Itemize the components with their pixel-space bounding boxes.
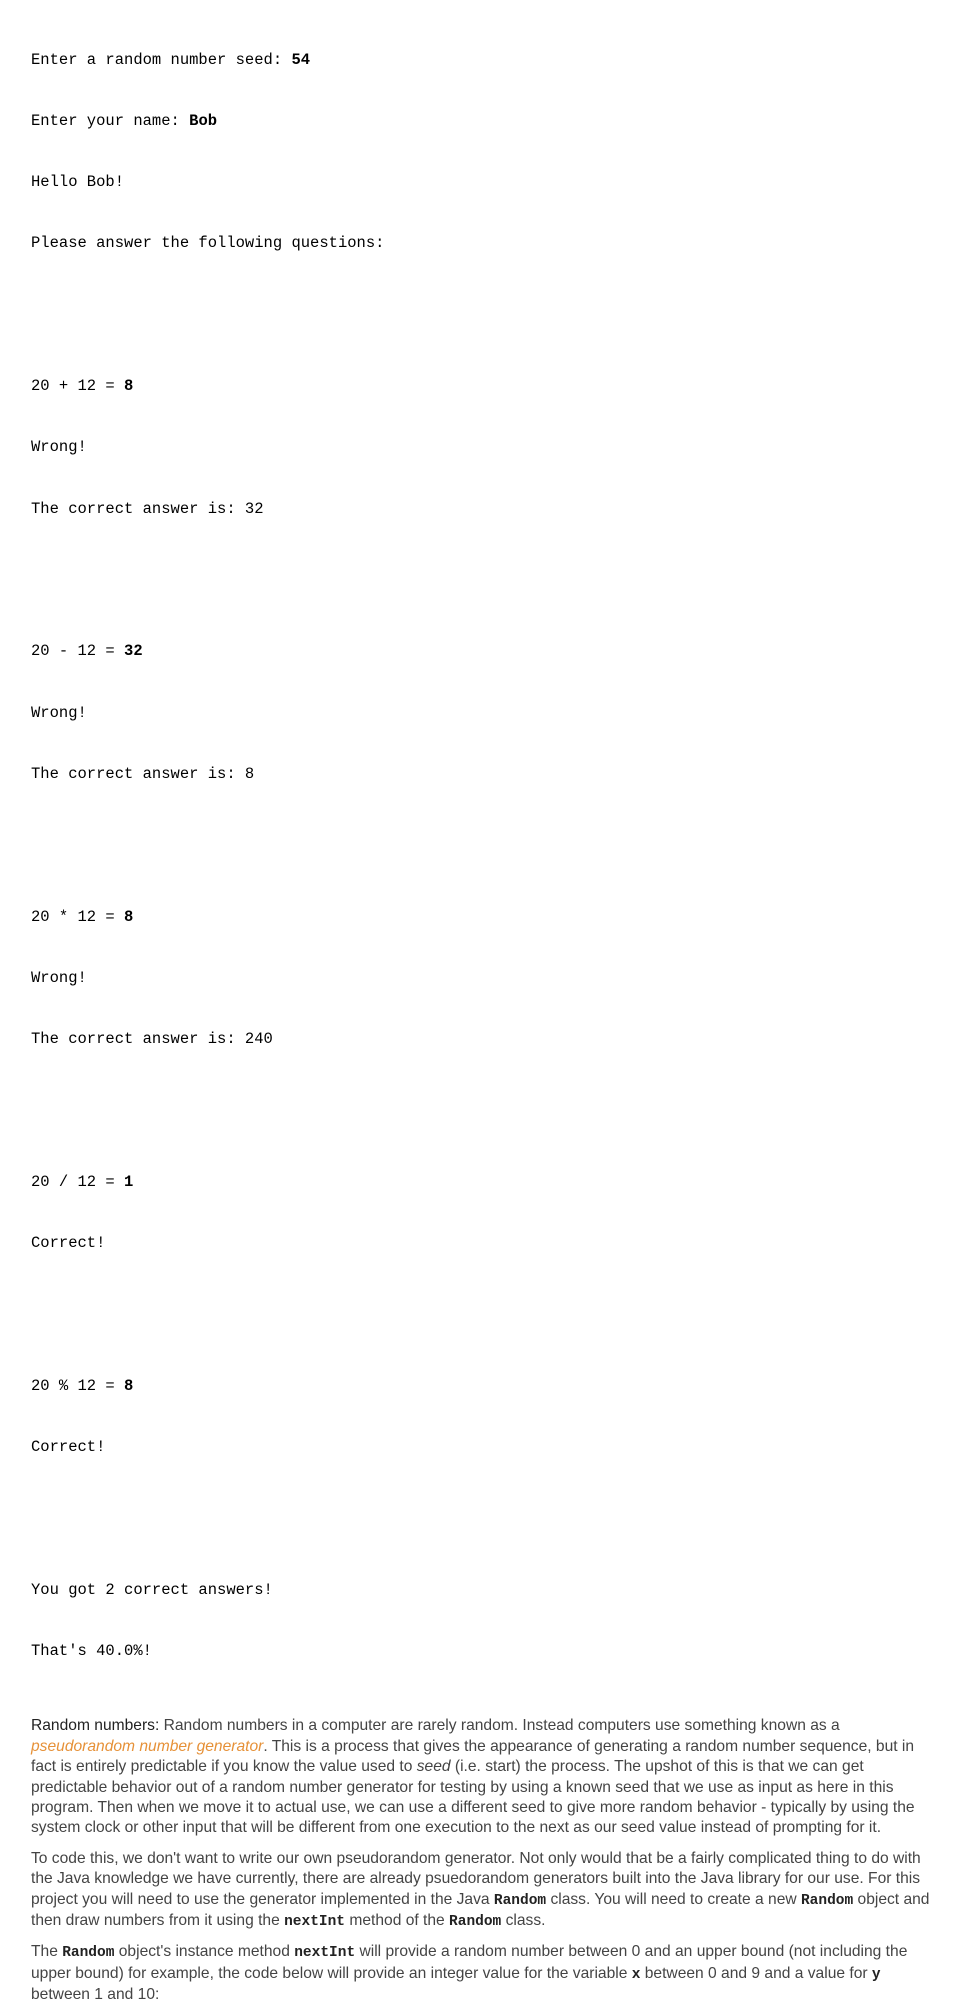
correction-line: The correct answer is: 8 [31,764,255,783]
text-run: class. You will need to create a new [546,1890,801,1908]
user-answer: 1 [124,1172,134,1191]
text-run: will provide a random number between 0 and an upper bound (not including the upper bound) for example, the code below will provide an integer value for the variable [31,1943,908,1982]
name-input-value: Bob [189,112,218,131]
seed-input-value: 54 [291,50,311,69]
text-run: The [31,1943,63,1961]
emphasis-seed: seed [416,1758,451,1776]
user-answer: 8 [124,1376,134,1395]
code-random: Random [493,1892,547,1909]
code-nextint: nextInt [284,1913,346,1930]
result-line: Wrong! [31,703,87,722]
console-line-seed [31,50,936,70]
text-run: To code this, we don't want to write our own pseudorandom generator. Not only would that be a fairly complicated thing to do with the Java knowledge we have currently, there are already psuedorandom generators built into the Java library for our use. For this project you will need to use the generator implemented in the Java [31,1849,921,1908]
question-text: 20 + 12 = [31,377,125,396]
paragraph-java-random [31,1849,936,1933]
blank-line [31,295,936,315]
code-random: Random [62,1945,115,1962]
question-text: 20 % 12 = [31,1376,125,1395]
question-line [31,1376,936,1396]
text-run: method of the [345,1911,450,1929]
greeting-line: Hello Bob! [31,173,125,192]
result-line: Correct! [31,1234,106,1253]
blank-line [31,1498,936,1518]
blank-line [31,560,936,580]
code-random: Random [449,1913,502,1930]
correction-line: The correct answer is: 32 [31,499,264,518]
code-y: y [871,1966,881,1983]
question-line [31,376,936,396]
explanation-text [31,1716,936,2005]
question-line [31,907,936,927]
blank-line [31,1090,936,1110]
code-x: x [631,1966,641,1983]
blank-line [31,1294,936,1314]
question-text: 20 - 12 = [31,642,125,661]
text-run: (i.e. start) the process. The upshot of this is that we can get predictable behavior out of a random number generator for testing by using a known seed that we use as input as here in this program. Then when we move it to actual use, we can use a different seed to give more random behavior - typically by using the system clock or other input that will be different from one execution to the next as our seed value instead of prompting for it. [31,1758,915,1837]
question-text: 20 * 12 = [31,907,125,926]
instructions-line: Please answer the following questions: [31,234,385,253]
text-run: Random numbers in a computer are rarely random. Instead computers use something known as a [159,1717,840,1735]
text-run: object's instance method [114,1943,295,1961]
seed-prompt: Enter a random number seed: [31,50,292,69]
text-run: . This is a process that gives the appearance of generating a random number sequence, but in fact is entirely predictable if you know the value used to [31,1737,915,1776]
name-prompt: Enter your name: [31,112,190,131]
summary-percent-line: That's 40.0%! [31,1642,152,1661]
blank-line [31,825,936,845]
console-line-name [31,111,936,131]
user-answer: 8 [124,907,134,926]
paragraph-random-numbers [31,1716,936,1838]
result-line: Wrong! [31,968,87,987]
user-answer: 8 [124,377,134,396]
code-nextint: nextInt [294,1945,356,1962]
question-line [31,641,936,661]
text-run: object and then draw numbers from it using the [31,1890,930,1929]
page [31,9,936,2006]
result-line: Correct! [31,1438,106,1457]
question-text: 20 / 12 = [31,1172,125,1191]
text-run: class. [501,1911,546,1929]
text-run: between 0 and 9 and a value for [640,1964,872,1982]
user-answer: 32 [124,642,143,661]
section-label: Random numbers: [31,1717,160,1735]
console-output [31,9,936,1702]
text-run: between 1 and 10: [31,1986,160,2004]
pseudorandom-link[interactable]: pseudorandom number generator [31,1737,264,1755]
paragraph-nextint [31,1942,936,2005]
code-random: Random [800,1892,854,1909]
result-line: Wrong! [31,438,87,457]
summary-count-line: You got 2 correct answers! [31,1580,273,1599]
question-line [31,1172,936,1192]
correction-line: The correct answer is: 240 [31,1030,273,1049]
